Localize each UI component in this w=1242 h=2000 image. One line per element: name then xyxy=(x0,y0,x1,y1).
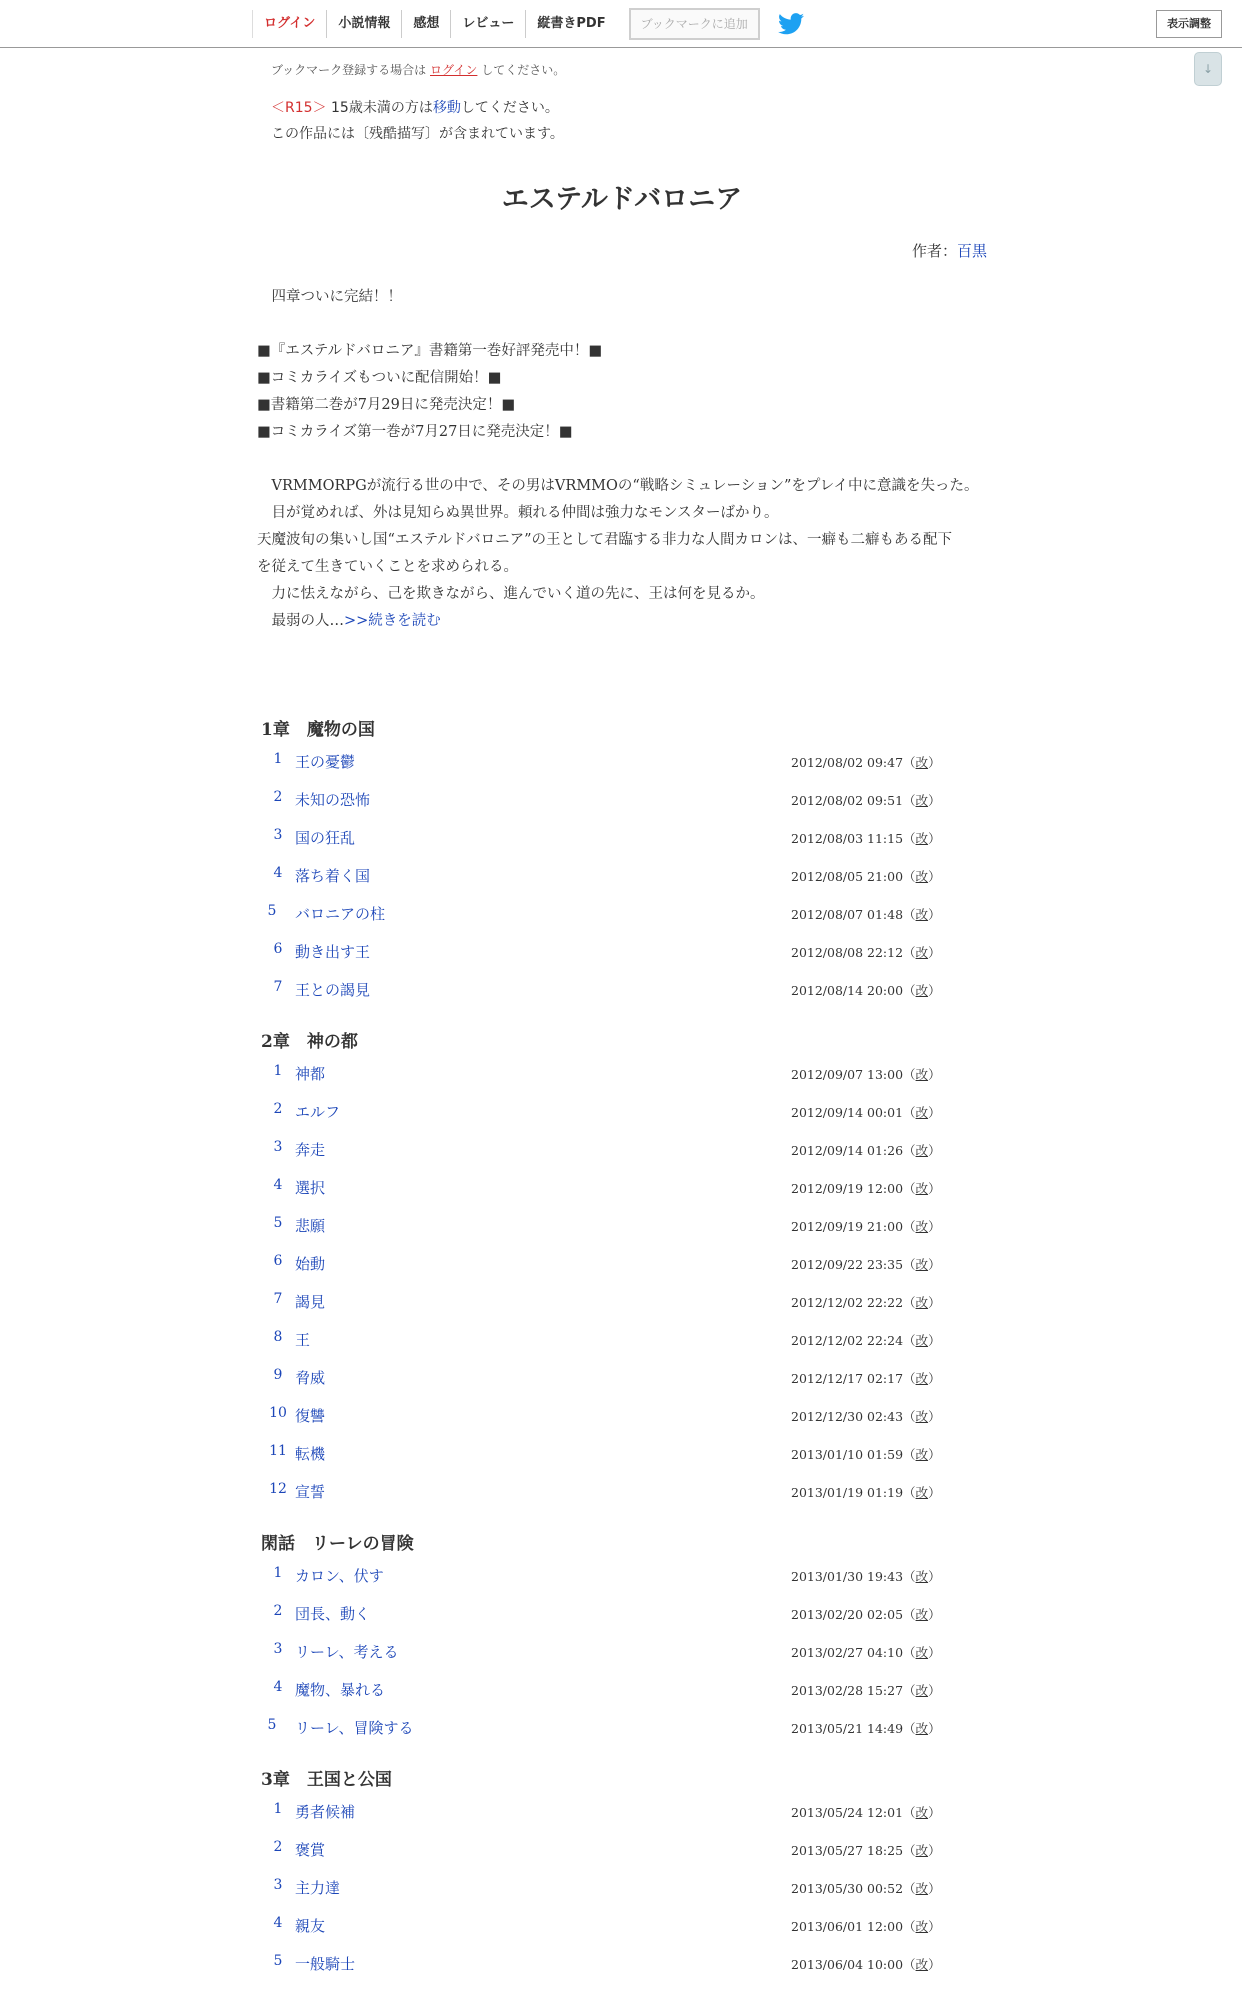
episode-date xyxy=(791,905,941,923)
move-link[interactable]: 移動 xyxy=(432,100,461,116)
date-paren-close: ） xyxy=(928,1645,941,1660)
revised-link[interactable]: 改 xyxy=(915,983,929,998)
episode-date-text: 2013/02/27 04:10（ xyxy=(791,1645,916,1660)
episode-date-text: 2012/12/17 02:17（ xyxy=(791,1371,916,1386)
synopsis-line: ■コミカライズもついに配信開始！■ xyxy=(257,370,502,386)
episode-number[interactable]: 2 xyxy=(273,1603,283,1619)
episode-date xyxy=(791,1445,941,1463)
revised-link[interactable]: 改 xyxy=(915,1181,929,1196)
r15-notice: ＜R15＞ 15歳未満の方は移動してください。 xyxy=(271,100,559,116)
revised-link[interactable]: 改 xyxy=(915,1295,929,1310)
episode-link[interactable]: 一般騎士 xyxy=(295,1955,356,1973)
scroll-down-button[interactable]: ↓ xyxy=(1194,52,1222,86)
date-paren-close: ） xyxy=(928,1181,941,1196)
episode-link[interactable]: 勇者候補 xyxy=(295,1803,356,1821)
date-paren-close: ） xyxy=(928,1409,941,1424)
synopsis xyxy=(257,284,987,635)
synopsis-line: 目が覚めれば、外は見知らぬ異世界。頼れる仲間は強力なモンスターばかり。 xyxy=(257,505,779,521)
date-paren-close: ） xyxy=(928,1219,941,1234)
episode-number[interactable]: 4 xyxy=(273,1177,283,1193)
episode-number[interactable]: 1 xyxy=(273,1801,283,1817)
date-paren-close: ） xyxy=(928,1607,941,1622)
episode-link[interactable]: 王との謁見 xyxy=(295,981,371,999)
episode-row[interactable] xyxy=(257,969,987,1007)
episode-date xyxy=(791,1331,941,1349)
episode-number[interactable]: 4 xyxy=(273,1915,283,1931)
episode-date xyxy=(791,1407,941,1425)
nav-vertical-pdf[interactable]: 縦書きPDF xyxy=(525,10,616,38)
episode-date xyxy=(791,1293,941,1311)
episode-row[interactable] xyxy=(257,1205,987,1243)
chapter-title: 2章 神の都 xyxy=(261,1032,358,1052)
episode-date-text: 2012/09/14 01:26（ xyxy=(791,1143,916,1158)
episode-date-text: 2012/12/02 22:22（ xyxy=(791,1295,916,1310)
synopsis-line xyxy=(257,311,987,338)
episode-row[interactable] xyxy=(257,817,987,855)
episode-link[interactable]: 王 xyxy=(295,1331,311,1349)
episode-date xyxy=(791,867,941,885)
revised-link[interactable]: 改 xyxy=(915,1721,929,1736)
r15-tag: ＜R15＞ xyxy=(271,100,327,116)
date-paren-close: ） xyxy=(928,945,941,960)
episode-row[interactable] xyxy=(257,1167,987,1205)
episode-link[interactable]: リーレ、考える xyxy=(295,1643,399,1661)
episode-number[interactable]: 5 xyxy=(273,1215,283,1231)
revised-link[interactable]: 改 xyxy=(915,831,929,846)
episode-date-text: 2012/08/07 01:48（ xyxy=(791,907,916,922)
episode-date-text: 2013/05/21 14:49（ xyxy=(791,1721,916,1736)
episode-row[interactable] xyxy=(257,1091,987,1129)
date-paren-close: ） xyxy=(928,1067,941,1082)
synopsis-line: 天魔波旬の集いし国“エステルドバロニア”の王として君臨する非力な人間カロンは、一癖も二癖もある配下 xyxy=(257,532,953,548)
episode-row[interactable] xyxy=(257,1281,987,1319)
revised-link[interactable]: 改 xyxy=(915,1333,929,1348)
display-settings-button[interactable]: 表示調整 xyxy=(1156,10,1222,38)
chapter-title: 3章 王国と公国 xyxy=(261,1770,392,1790)
revised-link[interactable]: 改 xyxy=(915,1683,929,1698)
episode-link[interactable]: 悲願 xyxy=(295,1217,326,1235)
episode-row[interactable] xyxy=(257,1243,987,1281)
episode-link[interactable]: 宣誓 xyxy=(295,1483,326,1501)
episode-number[interactable]: 6 xyxy=(273,941,283,957)
episode-number[interactable]: 11 xyxy=(269,1443,287,1459)
episode-date xyxy=(791,1879,941,1897)
episode-row[interactable] xyxy=(257,855,987,893)
revised-link[interactable]: 改 xyxy=(915,1843,929,1858)
revised-link[interactable]: 改 xyxy=(915,1569,929,1584)
chapter-title: 1章 魔物の国 xyxy=(261,720,375,740)
episode-date xyxy=(791,1681,941,1699)
episode-number[interactable]: 2 xyxy=(273,1101,283,1117)
episode-date-text: 2012/12/02 22:24（ xyxy=(791,1333,916,1348)
revised-link[interactable]: 改 xyxy=(915,1805,929,1820)
episode-date-text: 2012/12/30 02:43（ xyxy=(791,1409,916,1424)
episode-date xyxy=(791,791,941,809)
episode-date xyxy=(791,1483,941,1501)
episode-date-text: 2013/01/19 01:19（ xyxy=(791,1485,916,1500)
synopsis-line xyxy=(257,446,987,473)
episode-link[interactable]: カロン、伏す xyxy=(295,1567,384,1585)
revised-link[interactable]: 改 xyxy=(915,1371,929,1386)
date-paren-close: ） xyxy=(928,1257,941,1272)
episode-date xyxy=(791,753,941,771)
episode-row[interactable] xyxy=(257,1395,987,1433)
nav-review[interactable]: レビュー xyxy=(450,10,525,38)
date-paren-close: ） xyxy=(928,1105,941,1120)
revised-link[interactable]: 改 xyxy=(915,907,929,922)
episode-date xyxy=(791,1179,941,1197)
episode-date xyxy=(791,829,941,847)
nav-login[interactable]: ログイン xyxy=(252,10,326,38)
date-paren-close: ） xyxy=(928,1805,941,1820)
date-paren-close: ） xyxy=(928,1569,941,1584)
episode-date-text: 2012/08/02 09:47（ xyxy=(791,755,916,770)
episode-link[interactable]: 転機 xyxy=(295,1445,326,1463)
episode-row[interactable] xyxy=(257,1791,987,1829)
nav-impressions[interactable]: 感想 xyxy=(401,10,450,38)
episode-date xyxy=(791,1217,941,1235)
episode-number[interactable]: 5 xyxy=(267,1717,277,1733)
episode-date xyxy=(791,1141,941,1159)
episode-row[interactable] xyxy=(257,1129,987,1167)
author-line: 作者：百黒 xyxy=(911,242,987,260)
revised-link[interactable]: 改 xyxy=(915,1645,929,1660)
date-paren-close: ） xyxy=(928,1485,941,1500)
episode-row[interactable] xyxy=(257,1905,987,1943)
episode-row[interactable] xyxy=(257,931,987,969)
episode-link[interactable]: 奔走 xyxy=(295,1141,326,1159)
episode-date xyxy=(791,1803,941,1821)
episode-link[interactable]: バロニアの柱 xyxy=(295,905,386,923)
revised-link[interactable]: 改 xyxy=(915,1447,929,1462)
episode-link[interactable]: 神都 xyxy=(295,1065,326,1083)
episode-date xyxy=(791,1103,941,1121)
episode-date-text: 2013/02/20 02:05（ xyxy=(791,1607,916,1622)
episode-row[interactable] xyxy=(257,1943,987,1981)
date-paren-close: ） xyxy=(928,869,941,884)
chapter-title: 閑話 リーレの冒険 xyxy=(261,1534,414,1554)
episode-link[interactable]: 謁見 xyxy=(295,1293,326,1311)
episode-row[interactable] xyxy=(257,1669,987,1707)
episode-number[interactable]: 12 xyxy=(269,1481,287,1497)
episode-date-text: 2013/05/27 18:25（ xyxy=(791,1843,916,1858)
date-paren-close: ） xyxy=(928,1295,941,1310)
revised-link[interactable]: 改 xyxy=(915,1485,929,1500)
episode-link[interactable]: 親友 xyxy=(295,1917,326,1935)
episode-date-text: 2012/09/19 12:00（ xyxy=(791,1181,916,1196)
revised-link[interactable]: 改 xyxy=(915,1067,929,1082)
date-paren-close: ） xyxy=(928,1447,941,1462)
episode-link[interactable]: リーレ、冒険する xyxy=(295,1719,414,1737)
episode-number[interactable]: 3 xyxy=(273,827,283,843)
episode-row[interactable] xyxy=(257,1555,987,1593)
episode-link[interactable]: 王の憂鬱 xyxy=(295,753,356,771)
revised-link[interactable]: 改 xyxy=(915,755,929,770)
episode-number[interactable]: 3 xyxy=(273,1139,283,1155)
episode-date-text: 2013/01/10 01:59（ xyxy=(791,1447,916,1462)
episode-row[interactable] xyxy=(257,1829,987,1867)
episode-number[interactable]: 10 xyxy=(269,1405,287,1421)
episode-row[interactable] xyxy=(257,893,987,931)
author-link[interactable]: 百黒 xyxy=(956,242,987,260)
episode-row[interactable] xyxy=(257,1433,987,1471)
episode-row[interactable] xyxy=(257,1053,987,1091)
episode-link[interactable]: 団長、動く xyxy=(295,1605,371,1623)
synopsis-line: ■書籍第二巻が7月29日に発売決定！■ xyxy=(257,397,516,413)
date-paren-close: ） xyxy=(928,907,941,922)
episode-number[interactable]: 1 xyxy=(273,1565,283,1581)
episode-row[interactable] xyxy=(257,1867,987,1905)
twitter-icon[interactable] xyxy=(778,13,804,35)
synopsis-line: を従えて生きていくことを求められる。 xyxy=(257,559,518,575)
episode-row[interactable] xyxy=(257,741,987,779)
episode-date-text: 2012/08/14 20:00（ xyxy=(791,983,916,998)
episode-row[interactable] xyxy=(257,1707,987,1745)
synopsis-line: 四章ついに完結！！ xyxy=(257,289,402,305)
revised-link[interactable]: 改 xyxy=(915,1957,929,1972)
episode-date xyxy=(791,1917,941,1935)
episode-row[interactable] xyxy=(257,1593,987,1631)
revised-link[interactable]: 改 xyxy=(915,1219,929,1234)
episode-date-text: 2013/05/24 12:01（ xyxy=(791,1805,916,1820)
episode-date-text: 2013/06/01 12:00（ xyxy=(791,1919,916,1934)
episode-number[interactable]: 1 xyxy=(273,751,283,767)
revised-link[interactable]: 改 xyxy=(915,1881,929,1896)
episode-date-text: 2012/09/07 13:00（ xyxy=(791,1067,916,1082)
episode-number[interactable]: 7 xyxy=(273,1291,283,1307)
episode-number[interactable]: 9 xyxy=(273,1367,283,1383)
episode-row[interactable] xyxy=(257,1471,987,1509)
episode-date xyxy=(791,1255,941,1273)
episode-date-text: 2012/08/05 21:00（ xyxy=(791,869,916,884)
episode-link[interactable]: 脅威 xyxy=(295,1369,326,1387)
revised-link[interactable]: 改 xyxy=(915,869,929,884)
episode-link[interactable]: 動き出す王 xyxy=(295,943,371,961)
date-paren-close: ） xyxy=(928,755,941,770)
episode-number[interactable]: 1 xyxy=(273,1063,283,1079)
episode-date-text: 2012/08/08 22:12（ xyxy=(791,945,916,960)
episode-date xyxy=(791,1643,941,1661)
date-paren-close: ） xyxy=(928,1143,941,1158)
episode-number[interactable]: 7 xyxy=(273,979,283,995)
login-notice: ブックマーク登録する場合は ログイン してください。 xyxy=(271,63,566,77)
episode-link[interactable]: 国の狂乱 xyxy=(295,829,356,847)
date-paren-close: ） xyxy=(928,1919,941,1934)
episode-date xyxy=(791,1605,941,1623)
episode-date-text: 2012/08/03 11:15（ xyxy=(791,831,916,846)
revised-link[interactable]: 改 xyxy=(915,1143,929,1158)
episode-row[interactable] xyxy=(257,1319,987,1357)
episode-link[interactable]: 魔物、暴れる xyxy=(295,1681,386,1699)
revised-link[interactable]: 改 xyxy=(915,1257,929,1272)
episode-date-text: 2013/06/04 10:00（ xyxy=(791,1957,916,1972)
episode-date-text: 2012/08/02 09:51（ xyxy=(791,793,916,808)
synopsis-line: ■『エステルドバロニア』書籍第一巻好評発売中！■ xyxy=(257,343,603,359)
add-bookmark-button[interactable]: ブックマークに追加 xyxy=(629,8,760,40)
episode-date-text: 2012/09/19 21:00（ xyxy=(791,1219,916,1234)
synopsis-line: 力に怯えながら、己を欺きながら、進んでいく道の先に、王は何を見るか。 xyxy=(257,586,765,602)
episode-date xyxy=(791,943,941,961)
date-paren-close: ） xyxy=(928,1721,941,1736)
episode-number[interactable]: 2 xyxy=(273,1839,283,1855)
revised-link[interactable]: 改 xyxy=(915,793,929,808)
date-paren-close: ） xyxy=(928,983,941,998)
episode-date xyxy=(791,1955,941,1973)
episode-date-text: 2013/01/30 19:43（ xyxy=(791,1569,916,1584)
episode-link[interactable]: 落ち着く国 xyxy=(295,867,371,885)
date-paren-close: ） xyxy=(928,1957,941,1972)
revised-link[interactable]: 改 xyxy=(915,1607,929,1622)
episode-row[interactable] xyxy=(257,1357,987,1395)
episode-number[interactable]: 4 xyxy=(273,865,283,881)
episode-link[interactable]: 始動 xyxy=(295,1255,326,1273)
episode-date xyxy=(791,981,941,999)
episode-link[interactable]: 選択 xyxy=(295,1179,326,1197)
episode-number[interactable]: 3 xyxy=(273,1877,283,1893)
nav-novel-info[interactable]: 小説情報 xyxy=(326,10,401,38)
synopsis-line: VRMMORPGが流行る世の中で、その男はVRMMOの“戦略シミュレーション”をプレイ中に意識を失った。 xyxy=(257,478,979,494)
date-paren-close: ） xyxy=(928,1333,941,1348)
login-link[interactable]: ログイン xyxy=(430,63,478,77)
content-warning: この作品には〔残酷描写〕が含まれています。 xyxy=(271,126,564,142)
read-more-link[interactable]: >>続きを読む xyxy=(344,613,441,629)
revised-link[interactable]: 改 xyxy=(915,1919,929,1934)
episode-link[interactable]: 復讐 xyxy=(295,1407,326,1425)
synopsis-line: ■コミカライズ第一巻が7月27日に発売決定！■ xyxy=(257,424,573,440)
date-paren-close: ） xyxy=(928,1371,941,1386)
episode-link[interactable]: エルフ xyxy=(295,1103,341,1121)
episode-number[interactable]: 4 xyxy=(273,1679,283,1695)
episode-number[interactable]: 8 xyxy=(273,1329,283,1345)
episode-number[interactable]: 5 xyxy=(267,903,277,919)
episode-link[interactable]: 未知の恐怖 xyxy=(295,791,371,809)
episode-date xyxy=(791,1719,941,1737)
episode-number[interactable]: 3 xyxy=(273,1641,283,1657)
synopsis-line: 最弱の人…>>続きを読む xyxy=(257,613,441,629)
episode-date xyxy=(791,1369,941,1387)
date-paren-close: ） xyxy=(928,1843,941,1858)
episode-date-text: 2013/05/30 00:52（ xyxy=(791,1881,916,1896)
episode-row[interactable] xyxy=(257,779,987,817)
revised-link[interactable]: 改 xyxy=(915,1105,929,1120)
novel-title: エステルドバロニア xyxy=(501,184,743,215)
episode-date xyxy=(791,1567,941,1585)
date-paren-close: ） xyxy=(928,793,941,808)
episode-date-text: 2013/02/28 15:27（ xyxy=(791,1683,916,1698)
episode-date xyxy=(791,1841,941,1859)
episode-date-text: 2012/09/22 23:35（ xyxy=(791,1257,916,1272)
episode-number[interactable]: 6 xyxy=(273,1253,283,1269)
revised-link[interactable]: 改 xyxy=(915,945,929,960)
date-paren-close: ） xyxy=(928,1881,941,1896)
revised-link[interactable]: 改 xyxy=(915,1409,929,1424)
episode-date xyxy=(791,1065,941,1083)
date-paren-close: ） xyxy=(928,1683,941,1698)
novel-nav xyxy=(252,0,804,47)
site-header xyxy=(0,0,1242,48)
date-paren-close: ） xyxy=(928,831,941,846)
episode-row[interactable] xyxy=(257,1631,987,1669)
episode-link[interactable]: 主力達 xyxy=(295,1879,341,1897)
episode-date-text: 2012/09/14 00:01（ xyxy=(791,1105,916,1120)
episode-link[interactable]: 褒賞 xyxy=(295,1841,326,1859)
episode-number[interactable]: 5 xyxy=(273,1953,283,1969)
episode-number[interactable]: 2 xyxy=(273,789,283,805)
